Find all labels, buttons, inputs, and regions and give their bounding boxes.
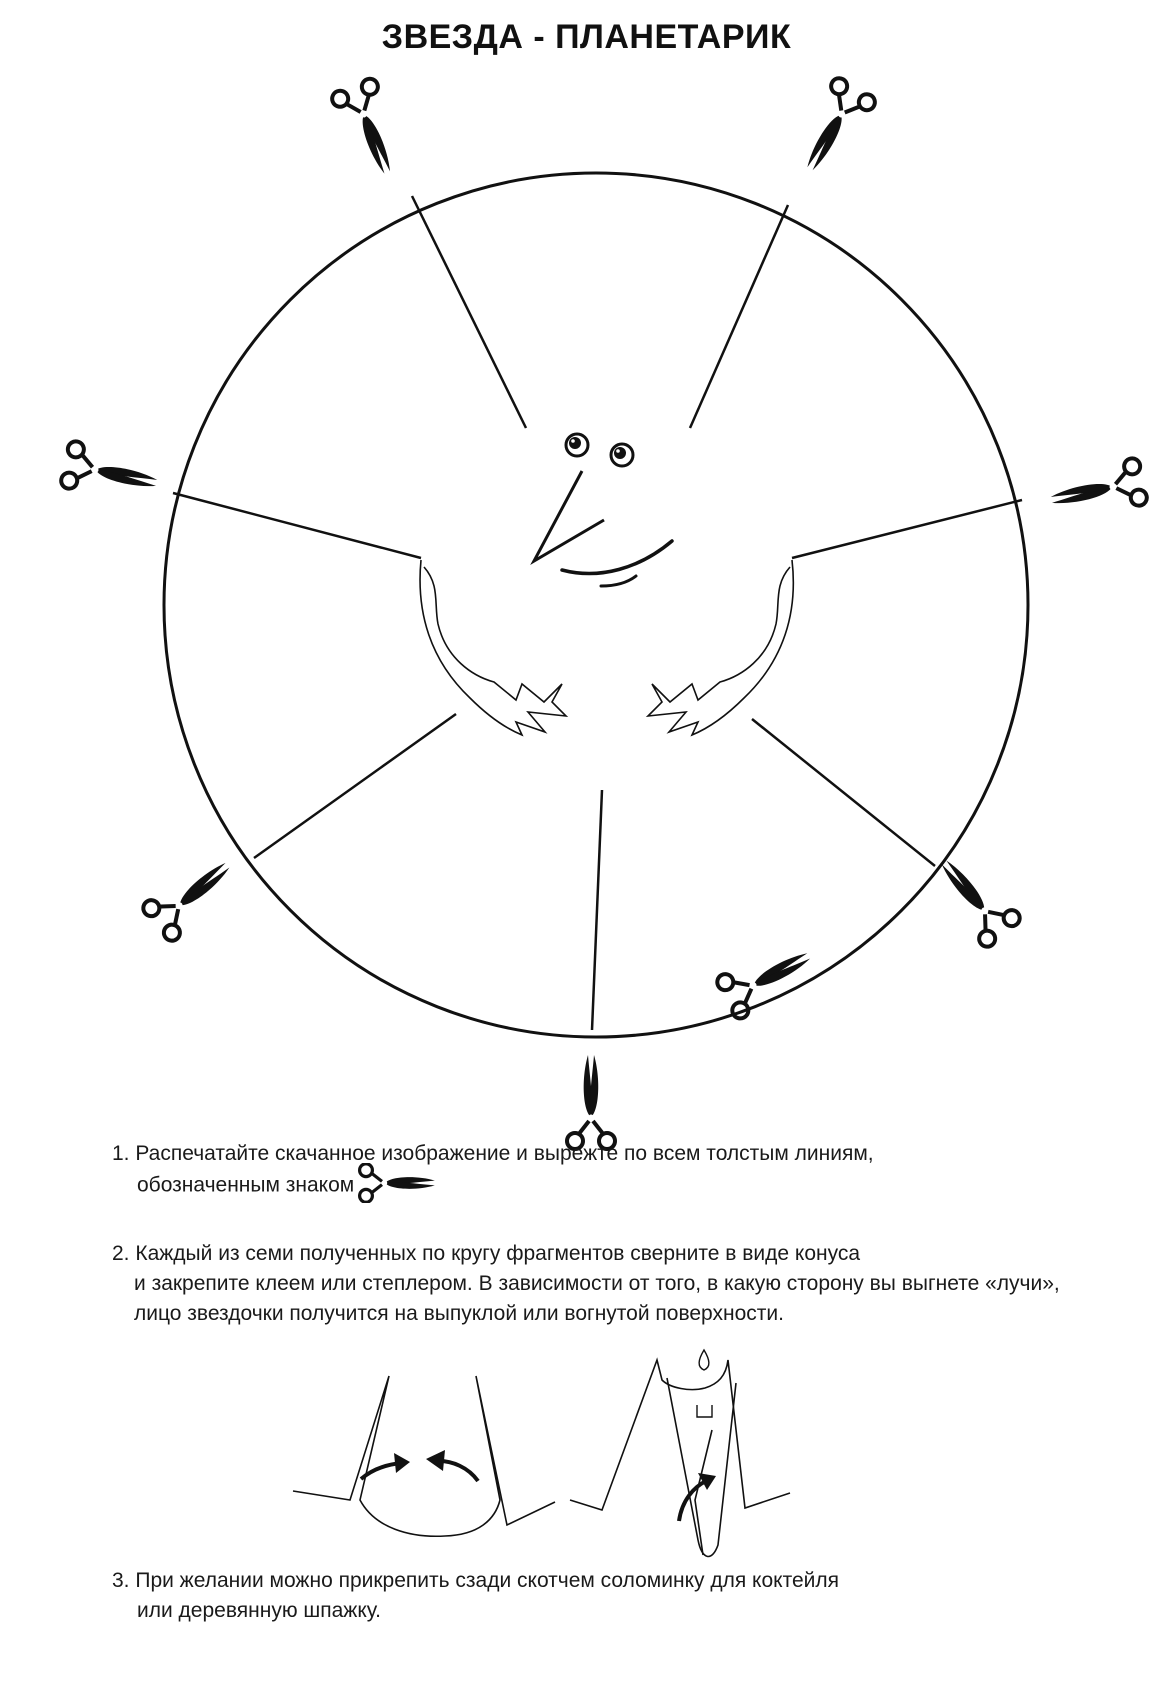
left-arm	[420, 560, 566, 735]
instruction-text: 1. Распечатайте скачанное изображение и вырежте по всем толстым линиям,	[112, 1142, 874, 1165]
scissors-icon	[358, 1163, 438, 1203]
cone-diagram-left	[293, 1376, 555, 1536]
nose	[534, 471, 604, 561]
cut-line	[792, 500, 1022, 558]
glue-drop-icon	[699, 1350, 709, 1370]
cut-line	[592, 790, 602, 1030]
instruction-text: обозначенным знаком	[137, 1173, 355, 1197]
right-arm	[648, 560, 793, 735]
cut-line	[173, 493, 421, 558]
cut-lines	[173, 196, 1022, 1030]
page-title: ЗВЕЗДА - ПЛАНЕТАРИК	[381, 18, 792, 56]
cut-line	[412, 196, 526, 428]
cut-line	[254, 714, 456, 858]
instruction-step-3	[112, 1566, 839, 1626]
instruction-text: 3. При желании можно прикрепить сзади скотчем соломинку для коктейля	[112, 1569, 839, 1592]
instruction-step-2	[112, 1239, 1060, 1329]
instruction-text: или деревянную шпажку.	[137, 1599, 382, 1622]
star-face	[420, 434, 793, 735]
instruction-text: 2. Каждый из семи полученных по кругу фрагментов сверните в виде конуса	[112, 1242, 861, 1265]
instruction-step-1	[112, 1139, 874, 1203]
cone-diagram-right	[570, 1350, 790, 1556]
instruction-text: лицо звездочки получится на выпуклой или вогнутой поверхности.	[134, 1302, 784, 1325]
arrow-icon	[439, 1461, 478, 1481]
scissors-markers	[60, 75, 1149, 1149]
cut-line	[752, 719, 935, 866]
instruction-text: и закрепите клеем или степлером. В зависимости от того, в какую сторону вы выгнете «лучи»,	[134, 1272, 1060, 1295]
smile	[562, 541, 672, 573]
cut-line	[690, 205, 788, 428]
